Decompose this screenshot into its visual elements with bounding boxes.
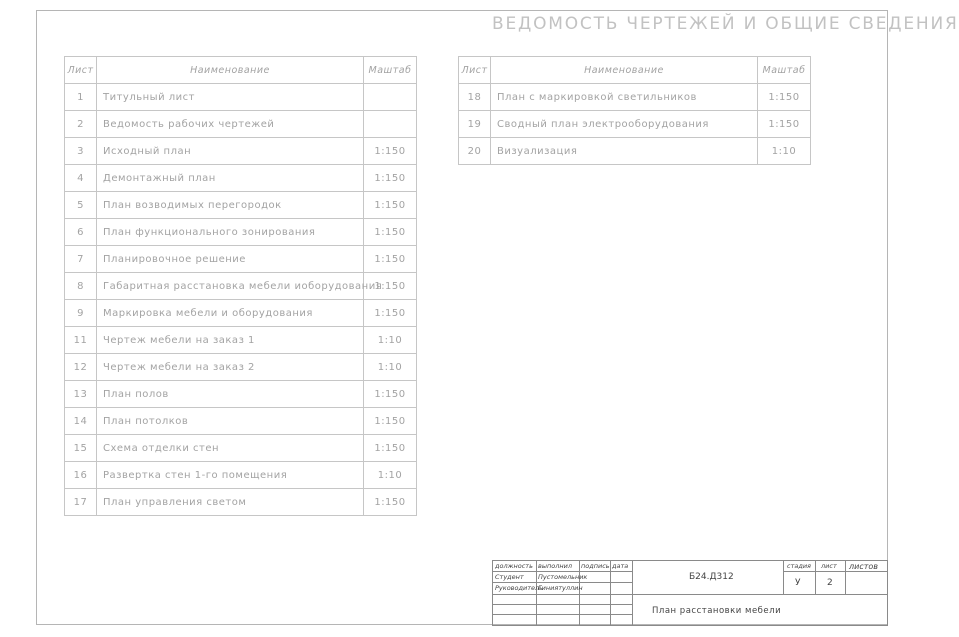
stamp-header-date: дата bbox=[612, 562, 629, 570]
sheet-scale: 1:150 bbox=[364, 273, 417, 300]
sheet-name: План потолков bbox=[97, 408, 364, 435]
sheet-scale: 1:150 bbox=[364, 192, 417, 219]
table-row bbox=[65, 84, 417, 111]
sheet-number: 19 bbox=[459, 111, 491, 138]
sheet-name: Чертеж мебели на заказ 2 bbox=[97, 354, 364, 381]
sheet-scale: 1:150 bbox=[758, 111, 811, 138]
sheet-scale: 1:150 bbox=[364, 489, 417, 516]
sheet-number: 6 bbox=[65, 219, 97, 246]
stamp-name-supervisor: Гиниятуллин bbox=[538, 584, 583, 592]
sheet-name: Развертка стен 1-го помещения bbox=[97, 462, 364, 489]
stamp-header-done: выполнил bbox=[538, 562, 572, 570]
sheet-name: Чертеж мебели на заказ 1 bbox=[97, 327, 364, 354]
sheet-scale: 1:10 bbox=[364, 462, 417, 489]
sheet-scale bbox=[364, 111, 417, 138]
table-row bbox=[65, 354, 417, 381]
sheet-scale: 1:10 bbox=[364, 354, 417, 381]
sheet-number: 16 bbox=[65, 462, 97, 489]
table-row bbox=[65, 381, 417, 408]
sheet-name: Маркировка мебели и оборудования bbox=[97, 300, 364, 327]
sheet-scale: 1:150 bbox=[364, 246, 417, 273]
sheet-name: План с маркировкой светильников bbox=[491, 84, 758, 111]
sheet-number: 20 bbox=[459, 138, 491, 165]
sheet-scale: 1:150 bbox=[364, 138, 417, 165]
sheet-scale: 1:150 bbox=[364, 219, 417, 246]
sheet-name: Схема отделки стен bbox=[97, 435, 364, 462]
stamp-document-title: План расстановки мебели bbox=[652, 606, 782, 616]
table-row bbox=[65, 219, 417, 246]
sheet-number: 3 bbox=[65, 138, 97, 165]
sheet-name: Исходный план bbox=[97, 138, 364, 165]
sheet-scale: 1:150 bbox=[364, 381, 417, 408]
sheet-number: 13 bbox=[65, 381, 97, 408]
table-row bbox=[65, 246, 417, 273]
table-row bbox=[65, 489, 417, 516]
sheet-name: План возводимых перегородок bbox=[97, 192, 364, 219]
sheet-scale: 1:10 bbox=[758, 138, 811, 165]
table-header-row bbox=[459, 57, 811, 84]
sheet-name: Сводный план электрооборудования bbox=[491, 111, 758, 138]
header-sheet: Лист bbox=[65, 57, 97, 84]
table-body bbox=[459, 84, 811, 165]
table-row bbox=[65, 462, 417, 489]
sheet-name: Демонтажный план bbox=[97, 165, 364, 192]
sheet-scale: 1:150 bbox=[758, 84, 811, 111]
sheet-number: 7 bbox=[65, 246, 97, 273]
title-block-stamp bbox=[492, 560, 888, 626]
table-row bbox=[459, 84, 811, 111]
table-row bbox=[459, 138, 811, 165]
drawings-table-left bbox=[64, 56, 417, 516]
stamp-header-sheet: лист bbox=[821, 562, 837, 570]
sheet-name: План функционального зонирования bbox=[97, 219, 364, 246]
page-title: ВЕДОМОСТЬ ЧЕРТЕЖЕЙ И ОБЩИЕ СВЕДЕНИЯ bbox=[492, 14, 959, 34]
sheet-number: 12 bbox=[65, 354, 97, 381]
sheet-name: План управления светом bbox=[97, 489, 364, 516]
stamp-header-sign: подпись bbox=[581, 562, 610, 570]
sheet-number: 4 bbox=[65, 165, 97, 192]
sheet-name: Визуализация bbox=[491, 138, 758, 165]
stamp-header-sheets: листов bbox=[849, 562, 878, 571]
sheet-scale: 1:150 bbox=[364, 165, 417, 192]
sheet-number: 17 bbox=[65, 489, 97, 516]
sheet-number: 11 bbox=[65, 327, 97, 354]
sheet-number: 15 bbox=[65, 435, 97, 462]
header-scale: Маштаб bbox=[364, 57, 417, 84]
table-row bbox=[65, 408, 417, 435]
header-sheet: Лист bbox=[459, 57, 491, 84]
stamp-sheet-value: 2 bbox=[827, 578, 833, 588]
table-row bbox=[65, 165, 417, 192]
sheet-scale: 1:150 bbox=[364, 408, 417, 435]
table-row bbox=[65, 327, 417, 354]
sheet-number: 1 bbox=[65, 84, 97, 111]
table-row bbox=[65, 111, 417, 138]
sheet-name: Планировочное решение bbox=[97, 246, 364, 273]
drawings-table-right bbox=[458, 56, 811, 165]
sheet-name: Титульный лист bbox=[97, 84, 364, 111]
header-scale: Маштаб bbox=[758, 57, 811, 84]
stamp-header-stage: стадия bbox=[787, 562, 811, 570]
sheet-name: Ведомость рабочих чертежей bbox=[97, 111, 364, 138]
sheet-name: Габаритная расстановка мебели иоборудования bbox=[97, 273, 364, 300]
table-row bbox=[65, 138, 417, 165]
sheet-number: 5 bbox=[65, 192, 97, 219]
table-row bbox=[65, 273, 417, 300]
sheet-scale: 1:150 bbox=[364, 300, 417, 327]
stamp-role-student: Студент bbox=[495, 573, 524, 581]
sheet-number: 2 bbox=[65, 111, 97, 138]
stamp-code: Б24.Д312 bbox=[689, 572, 734, 582]
stamp-header-position: должность bbox=[495, 562, 533, 570]
table-row bbox=[459, 111, 811, 138]
sheet-scale bbox=[364, 84, 417, 111]
table-row bbox=[65, 435, 417, 462]
sheet-scale: 1:10 bbox=[364, 327, 417, 354]
table-row bbox=[65, 300, 417, 327]
sheet-number: 9 bbox=[65, 300, 97, 327]
header-name: Наименование bbox=[97, 57, 364, 84]
header-name: Наименование bbox=[491, 57, 758, 84]
stamp-stage-value: У bbox=[795, 578, 801, 588]
sheet-scale: 1:150 bbox=[364, 435, 417, 462]
table-row bbox=[65, 192, 417, 219]
stamp-name-student: Пустомельник bbox=[538, 573, 588, 581]
table-body bbox=[65, 84, 417, 516]
table-header-row bbox=[65, 57, 417, 84]
sheet-number: 8 bbox=[65, 273, 97, 300]
stamp-role-supervisor: Руководитель bbox=[495, 584, 543, 592]
sheet-number: 18 bbox=[459, 84, 491, 111]
sheet-name: План полов bbox=[97, 381, 364, 408]
sheet-number: 14 bbox=[65, 408, 97, 435]
